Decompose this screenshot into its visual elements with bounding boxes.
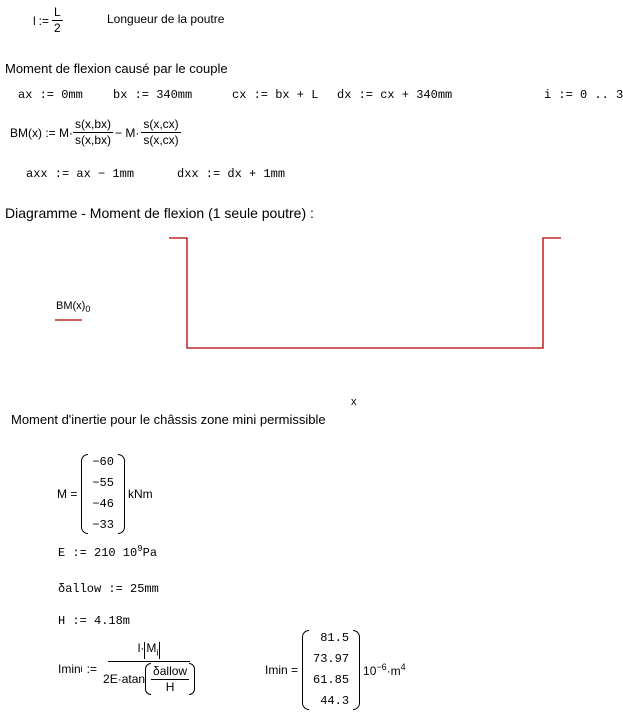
- Imin-numerator: [108, 642, 191, 662]
- Imin-den-inner-den: H: [165, 679, 175, 694]
- Imin-result-right-paren: [353, 630, 360, 710]
- bm-minus: − M·: [115, 125, 140, 140]
- Imin-num-abs-sub: i: [156, 647, 159, 658]
- bm-frac2-numerator: s(x,cx): [143, 117, 179, 131]
- Imin-value-0: 81.5: [320, 631, 350, 645]
- Imin-assign: :=: [86, 661, 98, 676]
- Imin-fraction: [101, 642, 197, 695]
- M-definition[interactable]: [57, 452, 153, 536]
- M-left-paren: [81, 454, 88, 534]
- Imin-unit-base: 10: [363, 664, 377, 678]
- l-frac-numerator: L: [54, 5, 61, 19]
- def-ax[interactable]: ax := 0mm: [18, 88, 83, 102]
- bm-trace-line: [169, 238, 561, 348]
- Imin-result-lhs: Imin =: [265, 663, 299, 677]
- Imin-value-3: 44.3: [320, 694, 350, 708]
- Imin-den-inner-fraction: [151, 665, 189, 694]
- Imin-definition[interactable]: [58, 642, 197, 695]
- l-label: Longueur de la poutre: [107, 12, 225, 26]
- plot-y-label: [56, 300, 90, 314]
- def-bx[interactable]: bx := 340mm: [113, 88, 193, 102]
- bm-lhs: BM(x) := M·: [10, 125, 73, 140]
- bm-frac1-numerator: s(x,bx): [75, 117, 111, 131]
- M-right-paren: [118, 454, 125, 534]
- Imin-unit-m: ·m: [386, 664, 401, 678]
- assign-operator: :=: [38, 13, 50, 28]
- Imin-denominator: [101, 662, 197, 695]
- def-axx[interactable]: axx := ax − 1mm: [26, 167, 135, 181]
- Imin-result-left-paren: [302, 630, 309, 710]
- plot-x-label: x: [351, 396, 357, 408]
- E-definition[interactable]: [58, 544, 157, 560]
- Imin-result-matrix: [302, 628, 360, 712]
- plot-y-label-text: BM(x): [56, 300, 86, 312]
- def-i-range[interactable]: i := 0 .. 3: [544, 88, 623, 102]
- Imin-den-inner-num: δallow: [153, 663, 188, 678]
- M-value-3: −33: [92, 518, 114, 532]
- M-matrix: [81, 452, 125, 536]
- Imin-num-abs: [144, 642, 160, 659]
- section-title-diagramme: Diagramme - Moment de flexion (1 seule poutre) :: [5, 205, 314, 221]
- E-exponent: 9: [137, 544, 143, 554]
- l-variable: l: [33, 13, 36, 28]
- E-unit: Pa: [142, 546, 158, 560]
- def-dxx[interactable]: dxx := dx + 1mm: [177, 167, 286, 181]
- Imin-unit-exp2: 4: [400, 662, 406, 672]
- M-value-2: −46: [92, 497, 114, 511]
- M-value-1: −55: [92, 476, 114, 490]
- E-text: E := 210 10: [58, 546, 138, 560]
- Imin-value-2: 61.85: [313, 673, 350, 687]
- M-lhs: M =: [57, 487, 78, 501]
- Imin-value-1: 73.97: [313, 652, 350, 666]
- Imin-den-paren-group: [145, 663, 195, 695]
- bm-frac1-denominator: s(x,bx): [75, 133, 111, 147]
- delta-allow-definition[interactable]: δallow := 25mm: [58, 582, 159, 596]
- bm-frac2-denominator: s(x,cx): [143, 133, 179, 147]
- Imin-den-right-paren: [189, 663, 195, 695]
- M-unit: kNm: [127, 487, 153, 501]
- Imin-num-abs-M: M: [146, 641, 157, 655]
- Imin-num-prefix: l·: [137, 641, 145, 655]
- Imin-lhs: Imin: [58, 661, 81, 676]
- l-frac-denominator: 2: [54, 21, 61, 35]
- Imin-den-prefix: 2E·atan: [103, 671, 146, 686]
- def-dx[interactable]: dx := cx + 340mm: [337, 88, 453, 102]
- M-value-0: −60: [92, 455, 114, 469]
- Imin-unit-exp: −6: [376, 662, 387, 672]
- Imin-result-unit: [363, 662, 406, 678]
- plot-y-label-sub: 0: [85, 304, 91, 315]
- section-title-moment-flexion: Moment de flexion causé par le couple: [5, 61, 228, 76]
- Imin-result-column: [309, 628, 353, 712]
- Imin-result[interactable]: [265, 628, 406, 712]
- def-cx[interactable]: cx := bx + L: [232, 88, 319, 102]
- H-definition[interactable]: H := 4.18m: [58, 614, 131, 628]
- Imin-lhs-sub: i: [80, 663, 83, 674]
- M-matrix-column: [88, 452, 118, 536]
- section-title-inertie: Moment d'inertie pour le châssis zone mini permissible: [11, 412, 326, 427]
